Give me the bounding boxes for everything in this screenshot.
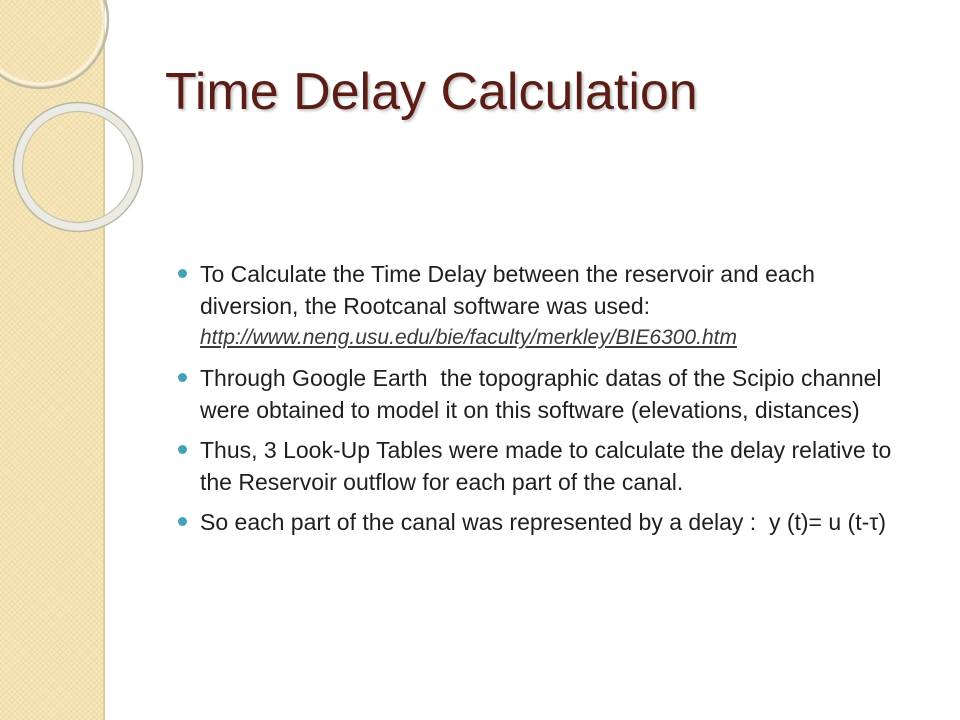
slide-title: Time Delay Calculation [165, 63, 698, 121]
bullet-dot [178, 517, 187, 526]
bullet-text-line: Thus, 3 Look-Up Tables were made to calculate the delay relative to [200, 437, 892, 463]
bullet-item [178, 434, 938, 498]
bullet-text-line: diversion, the Rootcanal software was used: [200, 293, 651, 319]
decorative-circles [0, 0, 120, 240]
bullet-item [178, 362, 938, 426]
reference-link[interactable]: http://www.neng.usu.edu/bie/faculty/merkley/BIE6300.htm [200, 326, 737, 349]
bullet-dot [178, 269, 187, 278]
bullet-dot [178, 373, 187, 382]
bullet-text-line: the Reservoir outflow for each part of the canal. [200, 469, 684, 495]
bullet-dot [178, 445, 187, 454]
bullet-text-line: So each part of the canal was represented by a delay : y (t)= u (t-τ) [200, 509, 887, 535]
bullet-text-line: Through Google Earth the topographic datas of the Scipio channel [200, 365, 882, 391]
bullet-item [178, 506, 938, 538]
decorative-circle-top [0, 0, 108, 88]
bullet-list [178, 258, 938, 546]
bullet-text-line: To Calculate the Time Delay between the reservoir and each [200, 261, 815, 287]
bullet-text-line: were obtained to model it on this software (elevations, distances) [200, 397, 860, 423]
bullet-item [178, 258, 938, 354]
decorative-circle-middle [14, 103, 143, 232]
